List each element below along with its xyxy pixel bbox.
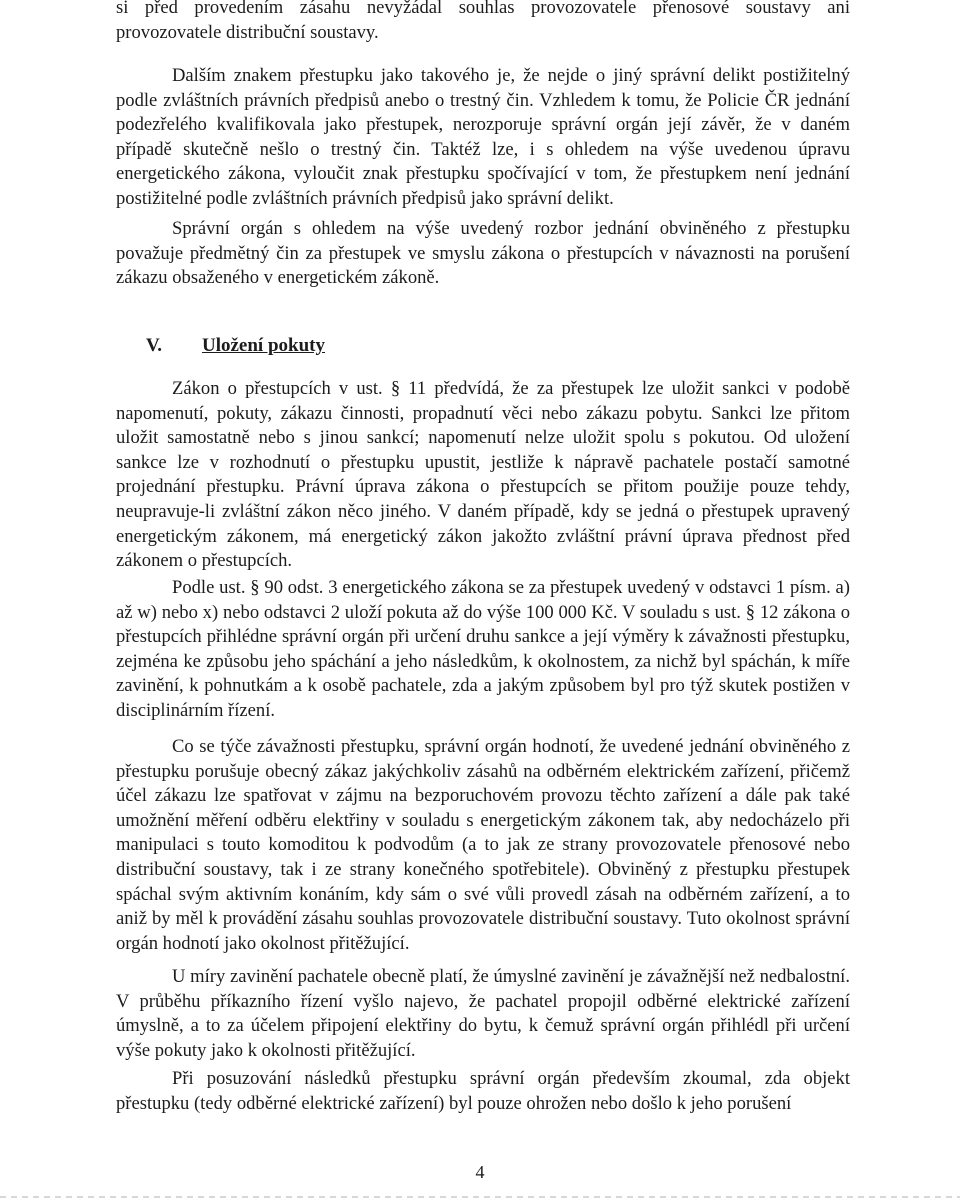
paragraph-other-offence: Dalším znakem přestupku jako takového je, že nejde o jiný správní delikt postižitelný podle zvláštních právních předpisů anebo o trestný čin. Vzhledem k tomu, že Policie ČR jednání podezřelého kvalifikovala jako přestupek, nerozporuje správní orgán její závěr, že v daném případě skutečně nešlo o trestný čin. Taktéž lze, i s ohledem na výše uvedenou úpravu energetického zákona, vyloučit znak přestupku spočívající v tom, že přestupkem není jednání postižitelné podle zvláštních právních předpisů jako správní delikt.: [116, 65, 850, 209]
scan-artifact-line: [0, 1196, 960, 1198]
paragraph-severity: Co se týče závažnosti přestupku, správní orgán hodnotí, že uvedené jednání obviněného z přestupku porušuje obecný zákaz jakýchkoliv zásahů na odběrném elektrickém zařízení, přičemž účel zákazu lze spatřovat v zájmu na bezporuchovém provozu těchto zařízení a dále pak také umožnění měření odběru elektřiny v souladu s energetickým zákonem tak, aby nedocházelo při manipulaci s touto komoditou k podvodům (a to jak ze strany provozovatele přenosové nebo distribuční soustavy, tak i ze strany konečného spotřebitele). Obviněný z přestupku přestupek spáchal svým aktivním konáním, kdy sám o své vůli provedl zásah na odběrném zařízení, a to aniž by měl k provádění zásahu souhlas provozovatele distribuční soustavy. Tuto okolnost správní orgán hodnotí jako okolnost přitěžující.: [116, 736, 850, 954]
paragraph-qualification: Správní orgán s ohledem na výše uvedený rozbor jednání obviněného z přestupku považuje předmětný čin za přestupek ve smyslu zákona o přestupcích v návaznosti na porušení zákazu obsaženého v energetickém zákoně.: [116, 218, 850, 289]
section-title: Uložení pokuty: [202, 335, 325, 356]
paragraph-culpability: U míry zavinění pachatele obecně platí, že úmyslné zavinění je závažnější než nedbalostní. V průběhu příkazního řízení vyšlo najevo, že pachatel propojil odběrné elektrické zařízení úmyslně, a to za účelem připojení elektřiny do bytu, k čemuž správní orgán přihlédl při určení výše pokuty jako k okolnosti přitěžující.: [116, 966, 850, 1061]
paragraph-consequences: Při posuzování následků přestupku správní orgán především zkoumal, zda objekt přestupku (tedy odběrné elektrické zařízení) byl pouze ohrožen nebo došlo k jeho porušení: [116, 1068, 850, 1114]
paragraph-continuation: si před provedením zásahu nevyžádal souhlas provozovatele přenosové soustavy ani provozovatele distribuční soustavy.: [116, 0, 850, 43]
section-number: V.: [146, 335, 163, 356]
page-number: 4: [475, 1162, 485, 1182]
paragraph-fine-amount: Podle ust. § 90 odst. 3 energetického zákona se za přestupek uvedený v odstavci 1 písm. a) až w) nebo x) nebo odstavci 2 uloží pokuta až do výše 100 000 Kč. V souladu s ust. § 12 zákona o přestupcích přihlédne správní orgán při určení druhu sankce a její výměry k závažnosti přestupku, zejména ke způsobu jeho spáchání a jeho následkům, k okolnostem, za nichž byl spáchán, k míře zavinění, k pohnutkám a k osobě pachatele, zda a jakým způsobem byl pro týž skutek postižen v disciplinárním řízení.: [116, 577, 850, 721]
paragraph-sanctions: Zákon o přestupcích v ust. § 11 předvídá, že za přestupek lze uložit sankci v podobě napomenutí, pokuty, zákazu činnosti, propadnutí věci nebo zákazu pobytu. Sankci lze přitom uložit samostatně nebo s jinou sankcí; napomenutí nelze uložit spolu s pokutou. Od uložení sankce lze v rozhodnutí o přestupku upustit, jestliže k nápravě pachatele postačí samotné projednání přestupku. Právní úprava zákona o přestupcích se přitom použije pouze tehdy, neupravuje-li zvláštní zákon něco jiného. V daném případě, kdy se jedná o přestupek upravený energetickým zákonem, má energetický zákon jakožto zvláštní právní úprava přednost před zákonem o přestupcích.: [116, 378, 850, 572]
section-heading: [146, 334, 325, 359]
